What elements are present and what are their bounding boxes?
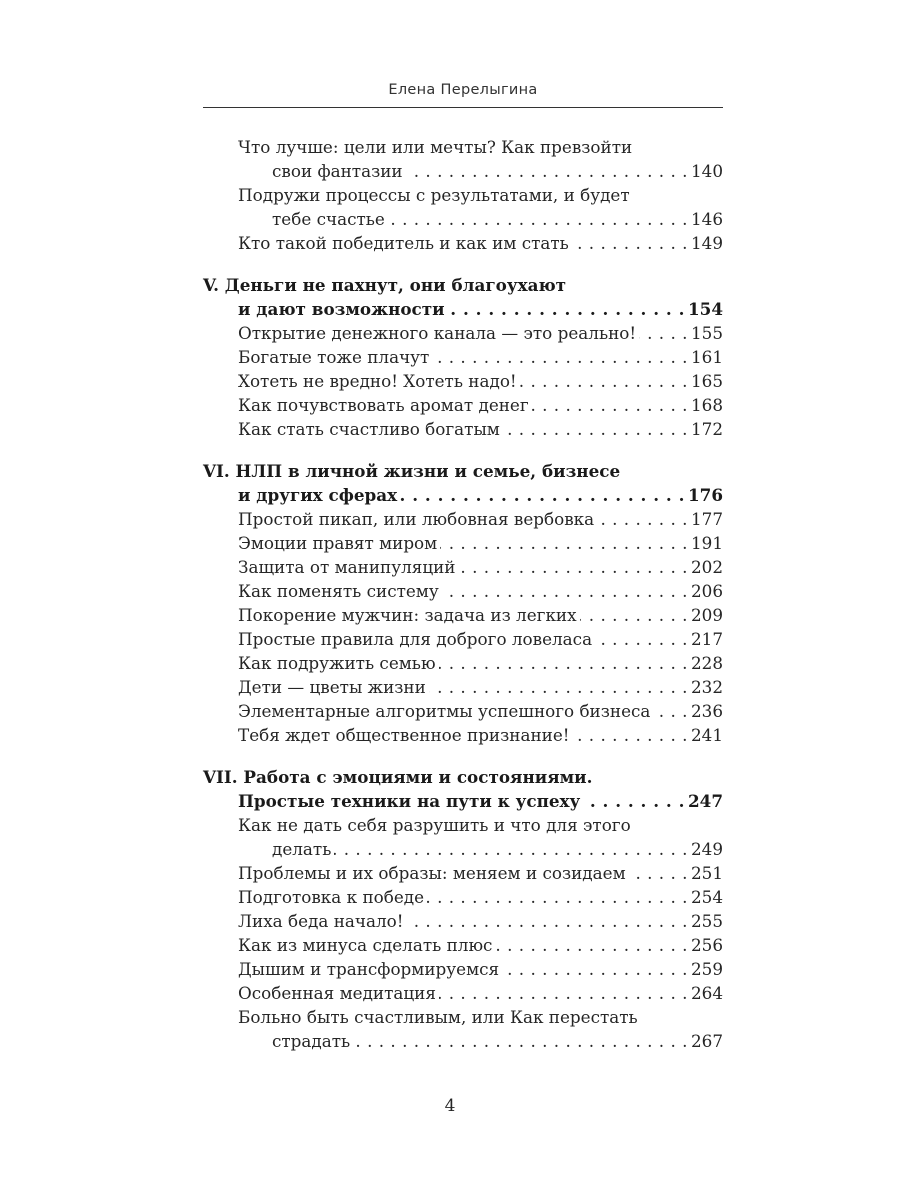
dot-leader [429,675,688,699]
toc-title: Как из минуса сделать плюс [238,935,493,955]
dot-leader [442,579,688,603]
running-header-author: Елена Перелыгина [388,82,538,98]
toc-entry[interactable] [203,321,723,345]
dot-leader [458,555,687,579]
toc-title: Простые техники на пути к успеху [238,791,581,811]
dot-leader [520,369,688,393]
toc-chapter[interactable] [203,459,723,507]
toc-title: Защита от манипуляций [238,557,456,577]
toc-title: Как стать счастливо богатым [238,419,500,439]
toc-page-number: 177 [690,509,723,529]
dot-leader [334,837,688,861]
toc-title: страдать [272,1031,351,1051]
toc-title: Хотеть не вредно! Хотеть надо! [238,371,517,391]
toc-title-line: Что лучше: цели или мечты? Как превзойти [238,137,633,157]
toc-entry[interactable] [203,885,723,909]
toc-entry[interactable] [203,957,723,981]
dot-leader [432,345,688,369]
toc-entry[interactable] [203,699,723,723]
toc-page-number: 236 [690,701,723,721]
toc-page-number: 149 [690,233,723,253]
toc-page-number: 146 [690,209,723,229]
dot-leader [502,957,688,981]
dot-leader [639,321,688,345]
toc-title: Особенная медитация [238,983,436,1003]
page-number: 4 [444,1096,456,1116]
toc-entry[interactable] [203,981,723,1005]
dot-leader [653,699,688,723]
toc-page-number: 228 [690,653,723,673]
toc-entry[interactable] [203,183,723,231]
toc-chapter[interactable] [203,273,723,321]
toc-entry[interactable] [203,627,723,651]
toc-title: Дышим и трансформируемся [238,959,500,979]
toc-title: Эмоции правят миром [238,533,438,553]
toc-title: Простые правила для доброго ловеласа [238,629,593,649]
toc-title: свои фантазии [272,161,403,181]
dot-leader [448,297,685,321]
toc-page-number: 259 [690,959,723,979]
toc-title: Тебя ждет общественное признание! [238,725,570,745]
toc-title: Простой пикап, или любовная вербовка [238,509,595,529]
dot-leader [495,933,688,957]
dot-leader [439,651,688,675]
dot-leader [503,417,688,441]
dot-leader [583,789,685,813]
dot-leader [532,393,688,417]
dot-leader [597,507,688,531]
toc-page-number: 255 [690,911,723,931]
toc-page-number: 267 [690,1031,723,1051]
toc-entry[interactable] [203,369,723,393]
dot-leader [400,483,685,507]
toc-page-number: 202 [690,557,723,577]
toc-chapter[interactable] [203,765,723,813]
toc-page-number: 172 [690,419,723,439]
toc-page-number: 256 [690,935,723,955]
toc-title: Открытие денежного канала — это реально! [238,323,637,343]
toc-entry[interactable] [203,813,723,861]
toc-page-number: 264 [690,983,723,1003]
toc-title: тебе счастье [272,209,385,229]
toc-entry[interactable] [203,933,723,957]
toc-title-line: VII. Работа с эмоциями и состояниями. [203,767,593,787]
toc-entry[interactable] [203,231,723,255]
toc-title: Дети — цветы жизни [238,677,426,697]
toc-entry[interactable] [203,675,723,699]
toc-title-line: Как не дать себя разрушить и что для этого [238,815,631,835]
toc-entry[interactable] [203,1005,723,1053]
toc-title: Лиха беда начало! [238,911,404,931]
toc-page-number: 165 [690,371,723,391]
dot-leader [407,909,688,933]
toc-title: и других сферах [238,485,398,505]
toc-entry[interactable] [203,723,723,747]
dot-leader [572,231,688,255]
toc-page-number: 217 [690,629,723,649]
toc-page-number: 176 [687,485,723,505]
toc-title: Элементарные алгоритмы успешного бизнеса [238,701,651,721]
toc-title: Богатые тоже плачут [238,347,430,367]
toc-title: Покорение мужчин: задача из легких [238,605,577,625]
toc-entry[interactable] [203,393,723,417]
dot-leader [439,981,688,1005]
toc-entry[interactable] [203,417,723,441]
toc-page-number: 155 [690,323,723,343]
dot-leader [353,1029,688,1053]
toc-entry[interactable] [203,579,723,603]
header-rule [203,107,723,108]
toc-page-number: 232 [690,677,723,697]
toc-title: Как подружить семью [238,653,436,673]
toc-page-number: 251 [690,863,723,883]
dot-leader [573,723,688,747]
toc-page-number: 206 [690,581,723,601]
toc-entry[interactable] [203,135,723,183]
toc-title: Кто такой победитель и как им стать [238,233,569,253]
toc-page-number: 254 [690,887,723,907]
toc-entry[interactable] [203,555,723,579]
toc-page-number: 209 [690,605,723,625]
toc-page-number: 140 [690,161,723,181]
toc-page-number: 154 [687,299,723,319]
toc-page-number: 249 [690,839,723,859]
toc-page-number: 191 [690,533,723,553]
toc-title-line: VI. НЛП в личной жизни и семье, бизнесе [203,461,621,481]
toc-entry[interactable] [203,507,723,531]
toc-entry[interactable] [203,345,723,369]
toc-title-line: Больно быть счастливым, или Как перестать [238,1007,638,1027]
dot-leader [629,861,688,885]
toc-entry[interactable] [203,603,723,627]
dot-leader [406,159,688,183]
toc-page-number: 161 [690,347,723,367]
toc-title: Проблемы и их образы: меняем и созидаем [238,863,626,883]
toc-entry[interactable] [203,909,723,933]
toc-entry[interactable] [203,651,723,675]
toc-title-line: V. Деньги не пахнут, они благоухают [203,275,567,295]
toc-title: Как поменять систему [238,581,439,601]
dot-leader [580,603,688,627]
table-of-contents [203,135,723,1053]
toc-title-line: Подружи процессы с результатами, и будет [238,185,630,205]
toc-title: Подготовка к победе [238,887,425,907]
toc-page-number: 247 [687,791,723,811]
dot-leader [595,627,688,651]
toc-page-number: 168 [690,395,723,415]
dot-leader [440,531,688,555]
toc-page-number: 241 [690,725,723,745]
toc-title: и дают возможности [238,299,445,319]
toc-title: Как почувствовать аромат денег [238,395,529,415]
toc-entry[interactable] [203,861,723,885]
toc-entry[interactable] [203,531,723,555]
dot-leader [388,207,688,231]
toc-title: делать [272,839,332,859]
dot-leader [427,885,688,909]
